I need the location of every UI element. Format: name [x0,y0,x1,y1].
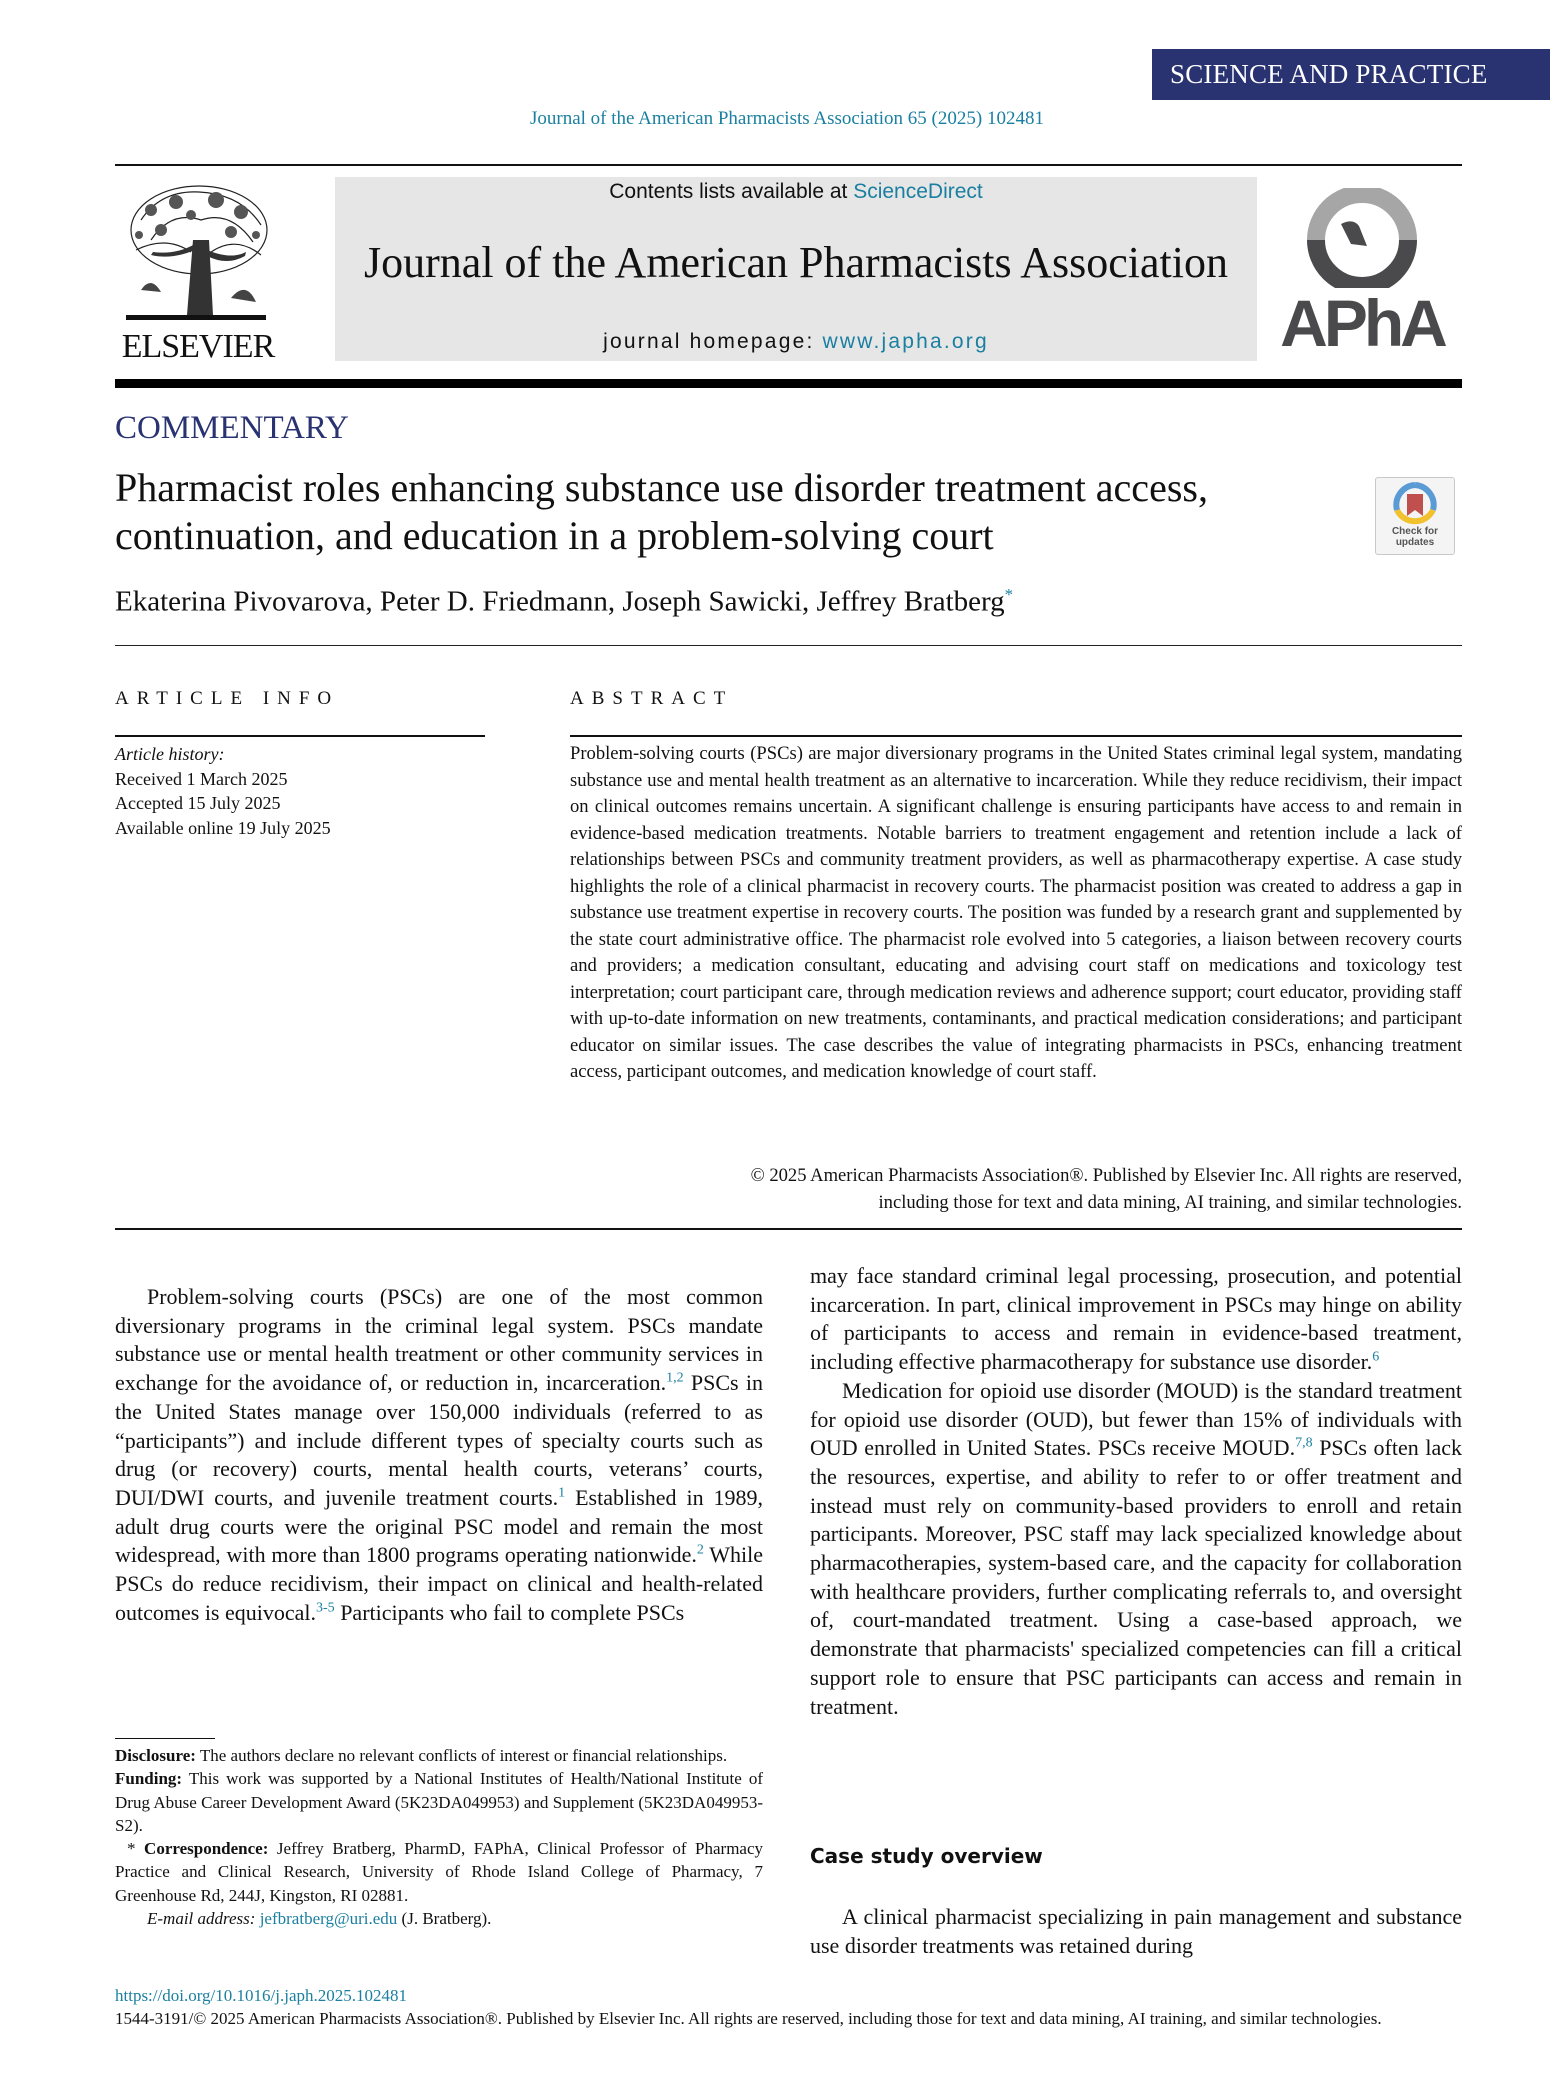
elsevier-wordmark: ELSEVIER [121,328,275,365]
homepage-link[interactable]: www.japha.org [822,330,989,353]
correspondence-note [115,1837,763,1907]
abstract-copyright-line2: including those for text and data mining, AI training, and similar technologies. [878,1191,1462,1213]
section-banner: SCIENCE AND PRACTICE [1152,49,1550,100]
funding-label: Funding: [115,1769,183,1789]
reference-link[interactable]: 6 [1372,1349,1380,1365]
body-text: Medication for opioid use disorder (MOUD) is the standard treatment for opioid use disorder (OUD), but fewer than 15% of individuals with OUD enrolled in United States. PSCs receive MOUD. [810,1377,1462,1461]
article-type: COMMENTARY [115,410,349,446]
author-list [115,585,1013,619]
homepage-line [335,330,1257,354]
abstract-rule [570,735,1462,737]
abstract-text: Problem-solving courts (PSCs) are major diversionary programs in the United States criminal legal system, mandating substance use and mental health treatment as an alternative to incarceration. While they reduce recidivism, their impact on clinical outcomes remains uncertain. A significant challenge is ensuring participants have access to and remain in evidence-based medication treatments. Notable barriers to treatment engagement and retention include a lack of relationships between PSCs and community treatment providers, as well as pharmacotherapy expertise. A case study highlights the role of a clinical pharmacist in recovery courts. The pharmacist position was created to address a gap in substance use treatment expertise in recovery courts. The position was funded by a research grant and supplemented by the state court administrative office. The pharmacist role evolved into 5 categories, a liaison between recovery courts and providers; a medication consultant, educating and advising court staff on medications and toxicology test interpretation; court participant care, through medication reviews and adherence support; court educator, providing staff with up-to-date information on new treatments, contaminants, and practical medication considerations; and participant educator on similar issues. The case describes the value of integrating pharmacists in PSCs, enhancing treatment access, participant outcomes, and medication knowledge of court staff. [570,743,1462,1082]
body-text: Participants who fail to complete PSCs [334,1599,685,1625]
body-text: Established in 1989, adult drug courts were the original PSC model and remain the most widespread, with more than 1800 programs operating nationwide. [115,1484,764,1568]
reference-link[interactable]: 2 [696,1543,704,1558]
section-heading-case-study: Case study overview [810,1844,1043,1868]
body-text: PSCs often lack the resources, expertise, and ability to refer to or offer treatment and instead must rely on community-based providers to enroll and retain participants. Moreover, PSC staff may lack specialized knowledge about pharmacotherapies, system-based care, and the capacity for collaboration with healthcare providers, further complicating referrals to, and oversight of, court-mandated treatment. Using a case-based approach, we demonstrate that pharmacists' specialized competencies can fill a critical support role to ensure that PSC participants can access and remain in treatment. [810,1435,1462,1719]
crossmark-label-line2: updates [1395,537,1435,548]
reference-link[interactable]: 1,2 [666,1370,684,1386]
page-footer [115,1985,1465,2030]
history-label: Article history: [115,744,225,764]
masthead [335,177,1257,361]
body-paragraph: A clinical pharmacist specializing in pain management and substance use disorder treatments was retained during [810,1904,1462,1958]
disclosure-text: The authors declare no relevant conflicts of interest or financial relationships. [195,1746,728,1765]
contents-prefix: Contents lists available at [609,180,854,203]
body-paragraph [115,1283,763,1627]
received-date: Received 1 March 2025 [115,768,288,789]
article-history [115,742,331,840]
reference-link[interactable]: 7,8 [1295,1435,1313,1451]
masthead-bottom-rule [115,379,1462,388]
body-right-column [810,1262,1462,1721]
journal-name: Journal of the American Pharmacists Association [364,238,1228,287]
check-for-updates-button[interactable] [1375,477,1455,555]
email-label: E-mail address: [147,1909,260,1929]
email-suffix: (J. Bratberg). [397,1909,492,1929]
corresponding-author-link[interactable]: * [1004,585,1014,604]
crossmark-label [1376,526,1454,548]
body-paragraph [810,1262,1462,1377]
journal-citation[interactable]: Journal of the American Pharmacists Association 65 (2025) 102481 [530,108,1044,129]
reference-link[interactable]: 1 [558,1485,566,1501]
footnote-rule [115,1738,215,1739]
authors-names: Ekaterina Pivovarova, Peter D. Friedmann, Joseph Sawicki, Jeffrey Bratberg [115,585,1005,618]
email-note [115,1907,763,1930]
authors-rule [115,645,1462,646]
crossmark-label-line1: Check for [1391,526,1439,537]
abstract-copyright [570,1163,1462,1216]
sciencedirect-link[interactable]: ScienceDirect [853,180,983,203]
body-left-column [115,1283,763,1627]
body-text: Problem-solving courts (PSCs) are one of the most common diversionary programs in the criminal legal system. PSCs mandate substance use or mental health treatment or other community services in exchange for the avoidance of, or reduction in, incarceration. [115,1284,763,1396]
apha-ring-icon [1267,188,1457,288]
abstract-copyright-line1: © 2025 American Pharmacists Association®. Published by Elsevier Inc. All rights are reserved, [750,1165,1462,1186]
abstract-bottom-rule [115,1228,1462,1230]
accepted-date: Accepted 15 July 2025 [115,793,281,813]
body-paragraph [810,1377,1462,1721]
homepage-prefix: journal homepage: [603,330,823,353]
contents-line [335,180,1257,204]
disclosure-note [115,1744,763,1767]
body-text: While PSCs do reduce recidivism, their impact on clinical and health-related outcomes is equivocal. [115,1542,763,1625]
article-info-heading: ARTICLE INFO [115,688,340,709]
correspondence-label: Correspondence: [144,1839,269,1859]
article-info-rule [115,735,485,737]
elsevier-tree-icon [121,180,271,328]
funding-text: This work was supported by a National Institutes of Health/National Institute of Drug Abuse Career Development Award (5K23DA049953) and Supplement (5K23DA049953-S2). [115,1769,763,1835]
elsevier-logo [113,180,283,370]
email-link[interactable]: jefbratberg@uri.edu [259,1909,398,1929]
disclosure-label: Disclosure: [115,1746,196,1765]
apha-wordmark: APhA [1280,286,1444,360]
correspondence-mark: * [127,1839,145,1859]
footnotes [115,1744,763,1930]
doi-link[interactable]: https://doi.org/10.1016/j.japh.2025.102481 [115,1986,407,2005]
correspondence-text: Jeffrey Bratberg, PharmD, FAPhA, Clinical Professor of Pharmacy Practice and Clinical Research, University of Rhode Island College of Pharmacy, 7 Greenhouse Rd, 244J, Kingston, RI 02881. [115,1839,764,1905]
funding-note [115,1767,763,1837]
reference-link[interactable]: 3-5 [316,1600,335,1616]
abstract-heading: ABSTRACT [570,688,734,709]
body-text: PSCs in the United States manage over 150,000 individuals (referred to as “participants”) and include different types of specialty courts such as drug (or recovery) courts, mental health courts, veterans’ courts, DUI/DWI courts, and juvenile treatment courts. [115,1370,763,1510]
apha-logo [1267,188,1457,363]
issn-copyright: 1544-3191/© 2025 American Pharmacists Association®. Published by Elsevier Inc. All rights are reserved, including those for text and data mining, AI training, and similar technologies. [115,2008,1382,2028]
header-top-rule [115,164,1462,166]
body-right-column-continued [810,1903,1462,1960]
crossmark-icon [1376,480,1454,530]
body-text: may face standard criminal legal processing, prosecution, and potential incarceration. In part, clinical improvement in PSCs may hinge on ability of participants to access and remain in evidence-based treatment, including effective pharmacotherapy for substance use disorder. [810,1263,1462,1375]
online-date: Available online 19 July 2025 [115,817,331,838]
article-title: Pharmacist roles enhancing substance use disorder treatment access, continuation, and education in a problem-solving court [115,465,1208,558]
